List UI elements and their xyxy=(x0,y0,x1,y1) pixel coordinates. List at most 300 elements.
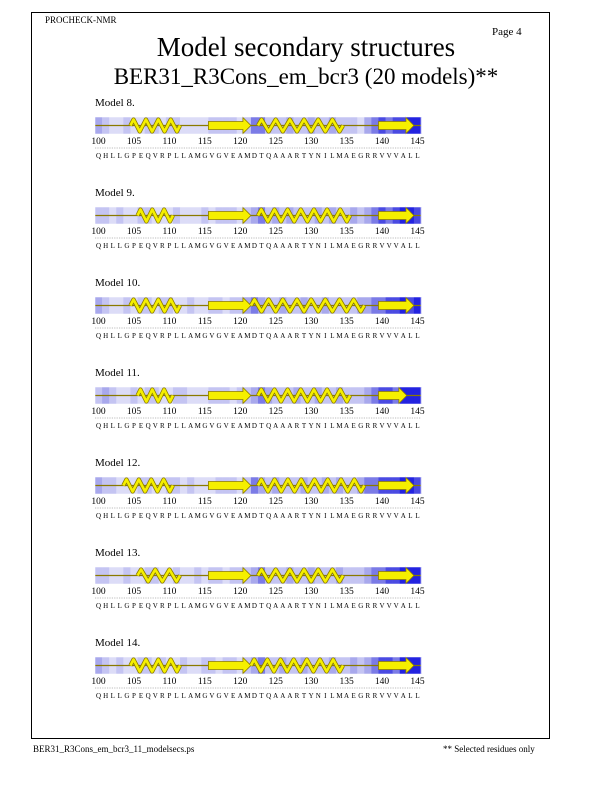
model-panel xyxy=(0,547,612,627)
sequence-residue: P xyxy=(132,332,136,340)
residue-tick: 105 xyxy=(126,677,142,687)
sequence-residue: E xyxy=(231,332,236,340)
residue-tick: 100 xyxy=(91,587,106,597)
sequence-residue: V xyxy=(152,152,158,160)
sequence-residue: L xyxy=(415,512,420,520)
sequence-residue: G xyxy=(124,332,130,340)
model-panel xyxy=(0,637,612,717)
sequence-residue: M xyxy=(194,332,201,340)
sequence-residue: A xyxy=(273,512,279,520)
residue-tick: 145 xyxy=(410,587,425,597)
sequence-residue: A xyxy=(237,602,243,610)
sequence-residue: R xyxy=(159,332,165,340)
sequence-residue: V xyxy=(386,692,392,700)
sequence-residue: V xyxy=(386,422,392,430)
sequence-residue: A xyxy=(344,692,350,700)
sequence-residue: L xyxy=(110,512,115,520)
sequence-residue: M xyxy=(244,242,251,250)
residue-tick: 120 xyxy=(233,227,248,237)
sequence-residue: M xyxy=(336,242,343,250)
sequence-residue: R xyxy=(159,242,165,250)
residue-tick: 110 xyxy=(162,407,177,417)
sequence-residue: L xyxy=(174,152,179,160)
sequence-residue: M xyxy=(336,332,343,340)
sequence-residue: A xyxy=(344,602,350,610)
secondary-structure-plot xyxy=(85,475,430,537)
sequence-residue: P xyxy=(132,512,136,520)
residue-tick: 140 xyxy=(374,497,390,507)
sequence-residue: L xyxy=(117,602,122,610)
residue-tick: 140 xyxy=(374,407,390,417)
secondary-structure-plot xyxy=(85,205,430,267)
sequence-residue: R xyxy=(365,602,371,610)
residue-tick: 110 xyxy=(162,137,177,147)
model-label: Model 13. xyxy=(95,547,141,559)
sequence-residue: V xyxy=(386,152,392,160)
sequence-residue: M xyxy=(336,152,343,160)
sequence-residue: Q xyxy=(266,602,272,610)
sequence-residue: L xyxy=(117,512,122,520)
sequence-residue: H xyxy=(103,602,109,610)
sequence-residue: E xyxy=(138,332,144,340)
model-panel xyxy=(0,457,612,537)
sequence-residue: Q xyxy=(145,152,151,160)
sequence-residue: A xyxy=(287,602,293,610)
sequence-residue: H xyxy=(103,152,109,160)
sequence-residue: R xyxy=(294,422,300,430)
sequence-residue: P xyxy=(167,422,172,430)
sequence-residue: G xyxy=(202,692,208,700)
sequence-residue: A xyxy=(188,332,194,340)
sequence-residue: V xyxy=(386,602,392,610)
sequence-residue: D xyxy=(251,602,257,610)
sequence-residue: A xyxy=(280,692,286,700)
sequence-residue: R xyxy=(294,242,300,250)
sequence-residue: D xyxy=(251,422,257,430)
residue-tick: 105 xyxy=(126,587,142,597)
sequence-residue: L xyxy=(117,332,122,340)
sequence-residue: V xyxy=(223,332,229,340)
sequence-residue: L xyxy=(110,152,115,160)
sequence-residue: E xyxy=(351,602,356,610)
residue-tick: 120 xyxy=(233,407,248,417)
residue-tick: 115 xyxy=(197,137,212,147)
sequence-residue: R xyxy=(159,692,165,700)
sequence-residue: V xyxy=(152,512,158,520)
sequence-residue: G xyxy=(202,332,208,340)
sequence-residue: V xyxy=(393,512,399,520)
sequence-residue: V xyxy=(152,692,158,700)
sequence-residue: A xyxy=(400,692,406,700)
sequence-residue: L xyxy=(181,422,186,430)
secondary-structure-plot xyxy=(85,565,430,627)
sequence-residue: T xyxy=(259,332,264,340)
sequence-residue: Q xyxy=(145,602,151,610)
secondary-structure-plot xyxy=(85,655,430,717)
sequence-residue: L xyxy=(330,332,335,340)
residue-tick: 145 xyxy=(410,677,425,687)
sequence-residue: Y xyxy=(308,152,314,160)
sequence-residue: E xyxy=(231,242,236,250)
sequence-residue: R xyxy=(294,602,300,610)
sequence-residue: H xyxy=(103,242,109,250)
sequence-residue: A xyxy=(400,602,406,610)
residue-tick: 110 xyxy=(162,497,177,507)
sequence-residue: L xyxy=(110,422,115,430)
sequence-residue: I xyxy=(324,422,327,430)
sequence-residue: A xyxy=(237,422,243,430)
sequence-residue: V xyxy=(209,692,215,700)
sequence-residue: G xyxy=(202,242,208,250)
model-panel xyxy=(0,97,612,177)
sequence-residue: N xyxy=(315,422,321,430)
sequence-residue: A xyxy=(287,692,293,700)
sequence-residue: A xyxy=(273,332,279,340)
sequence-residue: L xyxy=(330,692,335,700)
sequence-residue: A xyxy=(280,242,286,250)
residue-tick: 135 xyxy=(339,497,354,507)
sequence-residue: I xyxy=(324,152,327,160)
residue-tick: 115 xyxy=(197,407,212,417)
sequence-residue: V xyxy=(223,242,229,250)
sequence-residue: Q xyxy=(266,332,272,340)
sequence-residue: A xyxy=(344,242,350,250)
residue-tick: 105 xyxy=(126,137,142,147)
sequence-residue: D xyxy=(251,242,257,250)
sequence-residue: L xyxy=(408,512,413,520)
secondary-structure-plot xyxy=(85,295,430,357)
sequence-residue: V xyxy=(379,422,385,430)
sequence-residue: A xyxy=(273,692,279,700)
sequence-residue: G xyxy=(358,242,364,250)
sequence-residue: G xyxy=(358,332,364,340)
sequence-residue: Q xyxy=(96,332,102,340)
sequence-residue: T xyxy=(301,242,307,250)
sequence-residue: A xyxy=(400,152,406,160)
residue-tick: 100 xyxy=(91,137,106,147)
sequence-residue: R xyxy=(294,512,300,520)
sequence-residue: V xyxy=(379,602,385,610)
sequence-residue: M xyxy=(244,332,251,340)
sequence-residue: V xyxy=(393,602,399,610)
sequence-residue: Y xyxy=(308,602,314,610)
residue-tick: 120 xyxy=(233,317,248,327)
sequence-residue: A xyxy=(237,152,243,160)
residue-tick: 140 xyxy=(374,227,390,237)
sequence-residue: Y xyxy=(308,242,314,250)
sequence-residue: T xyxy=(259,512,264,520)
model-panel xyxy=(0,187,612,267)
residue-tick: 135 xyxy=(339,137,354,147)
sequence-residue: N xyxy=(315,152,321,160)
sequence-residue: L xyxy=(330,602,335,610)
sequence-residue: E xyxy=(138,602,144,610)
sequence-residue: Y xyxy=(308,692,314,700)
sequence-residue: A xyxy=(273,422,279,430)
sequence-residue: Q xyxy=(145,242,151,250)
sequence-residue: A xyxy=(280,512,286,520)
sequence-residue: D xyxy=(251,152,257,160)
sequence-residue: L xyxy=(117,152,122,160)
sequence-residue: G xyxy=(202,512,208,520)
sequence-residue: M xyxy=(194,602,201,610)
secondary-structure-plot xyxy=(85,385,430,447)
sequence-residue: V xyxy=(393,332,399,340)
sequence-residue: E xyxy=(138,422,144,430)
residue-tick: 100 xyxy=(91,227,106,237)
sequence-residue: Q xyxy=(96,692,102,700)
sequence-residue: G xyxy=(216,692,222,700)
sequence-residue: L xyxy=(174,512,179,520)
residue-tick: 125 xyxy=(268,137,283,147)
residue-tick: 105 xyxy=(126,407,142,417)
sequence-residue: L xyxy=(181,332,186,340)
sequence-residue: L xyxy=(110,242,115,250)
sequence-residue: Q xyxy=(145,422,151,430)
sequence-residue: M xyxy=(194,422,201,430)
sequence-residue: A xyxy=(400,422,406,430)
sequence-residue: V xyxy=(209,422,215,430)
residue-tick: 145 xyxy=(410,227,425,237)
residue-tick: 125 xyxy=(268,587,283,597)
sequence-residue: R xyxy=(294,692,300,700)
sequence-residue: G xyxy=(216,602,222,610)
sequence-residue: T xyxy=(259,602,264,610)
residue-tick: 125 xyxy=(268,227,283,237)
sequence-residue: H xyxy=(103,512,109,520)
sequence-residue: A xyxy=(344,422,350,430)
footer-note: ** Selected residues only xyxy=(443,744,535,754)
residue-tick: 110 xyxy=(162,227,177,237)
sequence-residue: T xyxy=(259,152,264,160)
sequence-residue: N xyxy=(315,242,321,250)
model-label: Model 10. xyxy=(95,277,141,289)
sequence-residue: A xyxy=(344,512,350,520)
model-label: Model 11. xyxy=(95,367,140,379)
sequence-residue: E xyxy=(351,242,356,250)
residue-tick: 130 xyxy=(304,407,319,417)
sequence-residue: E xyxy=(138,692,144,700)
sequence-residue: G xyxy=(216,242,222,250)
sequence-residue: R xyxy=(365,242,371,250)
residue-tick: 130 xyxy=(304,677,319,687)
program-name: PROCHECK-NMR xyxy=(45,15,117,25)
sequence-residue: L xyxy=(415,152,420,160)
residue-tick: 125 xyxy=(268,407,283,417)
residue-tick: 105 xyxy=(126,497,142,507)
sequence-residue: Q xyxy=(96,152,102,160)
sequence-residue: L xyxy=(117,242,122,250)
sequence-residue: L xyxy=(415,332,420,340)
residue-tick: 100 xyxy=(91,407,106,417)
residue-tick: 115 xyxy=(197,317,212,327)
sequence-residue: T xyxy=(259,692,264,700)
sequence-residue: R xyxy=(372,152,378,160)
sequence-residue: D xyxy=(251,692,257,700)
sequence-residue: L xyxy=(330,512,335,520)
sequence-residue: Q xyxy=(96,242,102,250)
residue-tick: 110 xyxy=(162,677,177,687)
sequence-residue: L xyxy=(330,422,335,430)
sequence-residue: V xyxy=(393,422,399,430)
sequence-residue: L xyxy=(408,692,413,700)
sequence-residue: G xyxy=(216,152,222,160)
sequence-residue: R xyxy=(294,152,300,160)
sequence-residue: L xyxy=(117,422,122,430)
residue-tick: 120 xyxy=(233,497,248,507)
residue-tick: 135 xyxy=(339,587,354,597)
sequence-residue: M xyxy=(336,692,343,700)
residue-tick: 145 xyxy=(410,137,425,147)
sequence-residue: A xyxy=(280,602,286,610)
sequence-residue: A xyxy=(188,422,194,430)
sequence-residue: R xyxy=(372,332,378,340)
sequence-residue: G xyxy=(216,512,222,520)
sequence-residue: E xyxy=(231,602,236,610)
sequence-residue: A xyxy=(188,152,194,160)
model-panel xyxy=(0,367,612,447)
sequence-residue: P xyxy=(167,242,172,250)
residue-tick: 115 xyxy=(197,497,212,507)
sequence-residue: M xyxy=(336,602,343,610)
sequence-residue: G xyxy=(202,152,208,160)
sequence-residue: M xyxy=(244,602,251,610)
sequence-residue: A xyxy=(287,422,293,430)
sequence-residue: V xyxy=(393,242,399,250)
sequence-residue: A xyxy=(280,332,286,340)
sequence-residue: E xyxy=(231,512,236,520)
sequence-residue: A xyxy=(273,602,279,610)
sequence-residue: G xyxy=(358,422,364,430)
sequence-residue: Q xyxy=(266,422,272,430)
sequence-residue: P xyxy=(132,242,136,250)
sequence-residue: E xyxy=(231,692,236,700)
sequence-residue: V xyxy=(379,242,385,250)
sequence-residue: D xyxy=(251,332,257,340)
sequence-residue: E xyxy=(351,422,356,430)
sequence-residue: L xyxy=(110,602,115,610)
sequence-residue: V xyxy=(379,152,385,160)
residue-tick: 130 xyxy=(304,497,319,507)
sequence-residue: V xyxy=(393,692,399,700)
sequence-residue: R xyxy=(365,692,371,700)
sequence-residue: V xyxy=(209,242,215,250)
sequence-residue: Q xyxy=(266,152,272,160)
sequence-residue: P xyxy=(167,602,172,610)
sequence-residue: I xyxy=(324,602,327,610)
sequence-residue: V xyxy=(209,152,215,160)
sequence-residue: H xyxy=(103,332,109,340)
sequence-residue: L xyxy=(174,692,179,700)
sequence-residue: G xyxy=(358,692,364,700)
sequence-residue: R xyxy=(372,692,378,700)
sequence-residue: L xyxy=(110,332,115,340)
sequence-residue: A xyxy=(273,242,279,250)
sequence-residue: T xyxy=(259,242,264,250)
residue-tick: 145 xyxy=(410,497,425,507)
sequence-residue: P xyxy=(132,602,136,610)
sequence-residue: L xyxy=(330,152,335,160)
sequence-residue: G xyxy=(358,602,364,610)
sequence-residue: N xyxy=(315,512,321,520)
model-label: Model 9. xyxy=(95,187,135,199)
sequence-residue: T xyxy=(301,152,307,160)
sequence-residue: R xyxy=(365,512,371,520)
sequence-residue: E xyxy=(138,152,144,160)
sequence-residue: G xyxy=(216,332,222,340)
sequence-residue: G xyxy=(202,602,208,610)
sequence-residue: G xyxy=(358,152,364,160)
sequence-residue: M xyxy=(194,512,201,520)
sequence-residue: T xyxy=(301,332,307,340)
sequence-residue: N xyxy=(315,332,321,340)
sequence-residue: A xyxy=(188,512,194,520)
residue-tick: 140 xyxy=(374,317,390,327)
sequence-residue: M xyxy=(244,422,251,430)
sequence-residue: A xyxy=(188,242,194,250)
sequence-residue: L xyxy=(408,332,413,340)
sequence-residue: R xyxy=(294,332,300,340)
sequence-residue: R xyxy=(159,602,165,610)
sequence-residue: V xyxy=(209,512,215,520)
sequence-residue: L xyxy=(330,242,335,250)
page-subtitle: BER31_R3Cons_em_bcr3 (20 models)** xyxy=(113,64,499,89)
sequence-residue: L xyxy=(415,422,420,430)
page-number: Page 4 xyxy=(492,26,522,38)
sequence-residue: M xyxy=(244,512,251,520)
secondary-structure-plot xyxy=(85,115,430,177)
sequence-residue: E xyxy=(138,512,144,520)
sequence-residue: P xyxy=(167,692,172,700)
residue-tick: 140 xyxy=(374,137,390,147)
sequence-residue: V xyxy=(393,152,399,160)
residue-tick: 130 xyxy=(304,317,319,327)
sequence-residue: M xyxy=(194,152,201,160)
sequence-residue: A xyxy=(400,512,406,520)
model-label: Model 14. xyxy=(95,637,141,649)
sequence-residue: I xyxy=(324,332,327,340)
sequence-residue: M xyxy=(244,692,251,700)
residue-tick: 105 xyxy=(126,227,142,237)
sequence-residue: A xyxy=(287,332,293,340)
sequence-residue: V xyxy=(379,512,385,520)
sequence-residue: P xyxy=(167,152,172,160)
sequence-residue: G xyxy=(358,512,364,520)
sequence-residue: Y xyxy=(308,512,314,520)
sequence-residue: E xyxy=(351,692,356,700)
sequence-residue: V xyxy=(223,422,229,430)
sequence-residue: H xyxy=(103,692,109,700)
residue-tick: 125 xyxy=(268,317,283,327)
sequence-residue: L xyxy=(415,242,420,250)
sequence-residue: V xyxy=(379,692,385,700)
sequence-residue: A xyxy=(237,512,243,520)
sequence-residue: G xyxy=(124,242,130,250)
footer-filename: BER31_R3Cons_em_bcr3_11_modelsecs.ps xyxy=(33,744,195,754)
sequence-residue: Q xyxy=(266,512,272,520)
sequence-residue: V xyxy=(223,602,229,610)
sequence-residue: V xyxy=(386,332,392,340)
residue-tick: 120 xyxy=(233,587,248,597)
sequence-residue: R xyxy=(365,332,371,340)
sequence-residue: R xyxy=(372,512,378,520)
sequence-residue: L xyxy=(408,422,413,430)
sequence-residue: A xyxy=(237,332,243,340)
sequence-residue: R xyxy=(372,602,378,610)
sequence-residue: P xyxy=(132,692,136,700)
sequence-residue: V xyxy=(152,602,158,610)
residue-tick: 135 xyxy=(339,317,354,327)
